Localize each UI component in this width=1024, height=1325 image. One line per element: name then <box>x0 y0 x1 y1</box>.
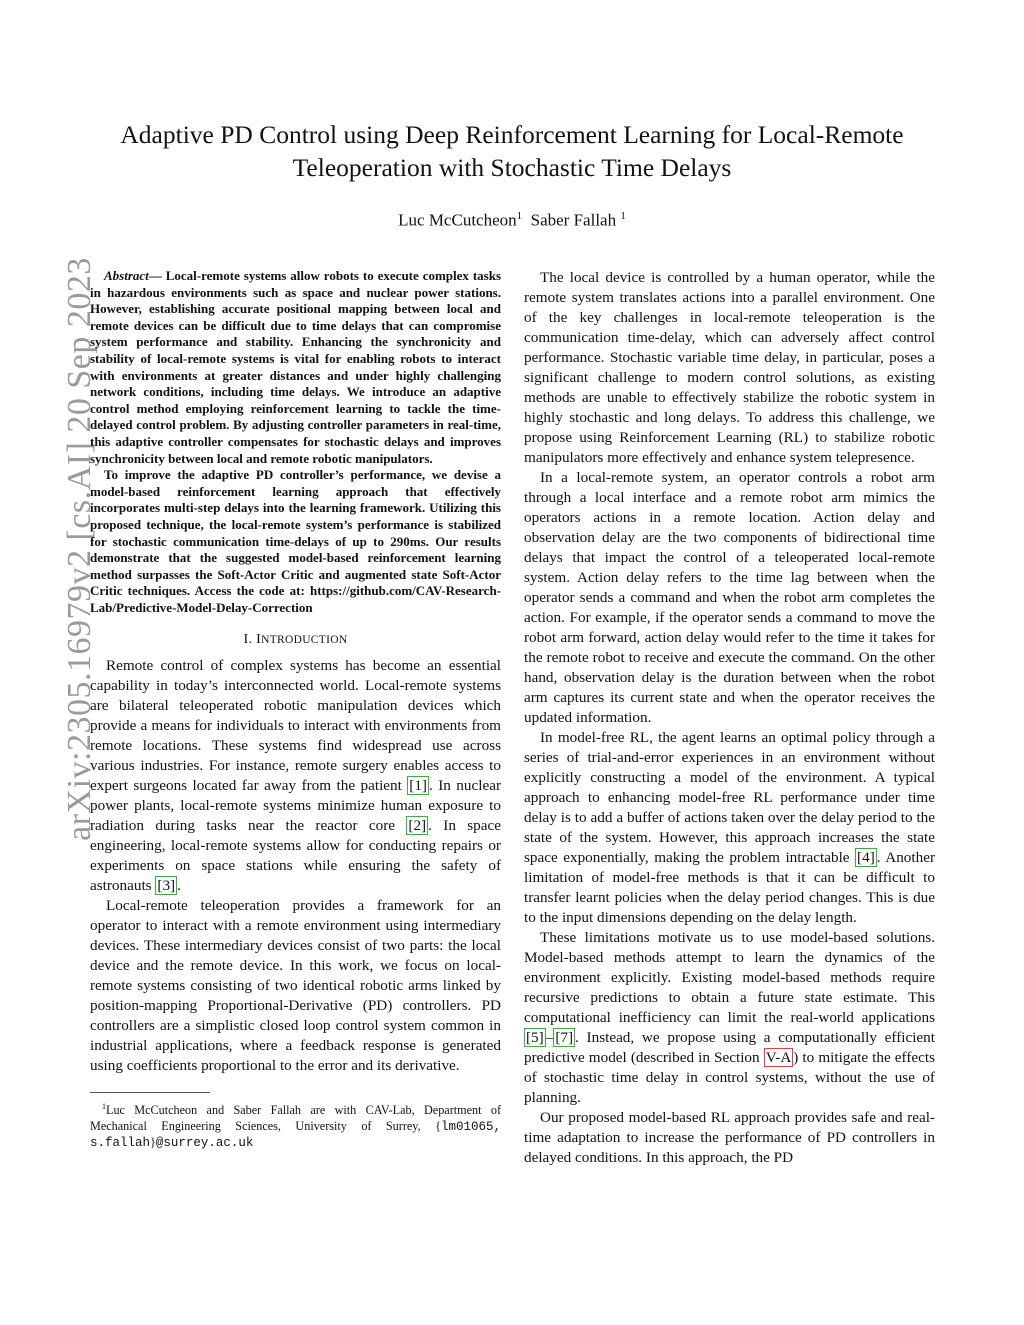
author-line <box>90 210 934 231</box>
abstract-paragraph-2: To improve the adaptive PD controller’s performance, we devise a model-based reinforcement learning approach that effectively incorporates multi-step delays into the learning framework. Utilizing this proposed technique, the local-remote system’s performance is stabilized for stochastic communication time-delays of up to 290ms. Our results demonstrate that the suggested model-based reinforcement learning method surpasses the Soft-Actor Critic and augmented state Soft-Actor Critic techniques. Access the code at: https://github.com/CAV-Research-Lab/Predictive-Model-Delay-Correction <box>90 467 501 615</box>
paper-title: Adaptive PD Control using Deep Reinforcement Learning for Local-Remote Teleoperation with Stochastic Time Delays <box>120 120 904 182</box>
email-domain: @surrey.ac.uk <box>155 1135 254 1150</box>
author-affiliation-mark: 1 <box>516 210 523 222</box>
body-paragraph: In model-free RL, the agent learns an optimal policy through a series of trial-and-error experiences in an environment without explicitly constructing a model of the environment. A typical approach to enhancing model-free RL performance under time delay is to add a buffer of actions taken over the delay period to the state of the system. However, this approach increases the state space exponentially, making the problem intractable [4] . Another limitation of model-free methods is that it can be difficult to transfer learnt policies when the delay period changes. This is due to the input dimensions depending on the delay length. <box>524 729 935 926</box>
author-name: Luc McCutcheon <box>398 210 517 230</box>
section-reference-link[interactable]: V-A <box>765 1049 792 1066</box>
body-paragraph: In a local-remote system, an operator controls a robot arm through a local interface and a remote robot arm mimics the operators actions in a remote location. Action delay and observation delay are the two components of bidirectional time delays that impact the control of a teleoperated local-remote system. Action delay refers to the time lag between when the operator sends a command and when the robot arm completes the action. For example, if the operator sends a command to move the robot arm forward, action delay would refer to the time it takes for the remote robot to receive and execute the command. On the other hand, observation delay is the duration between when the robot arm captures its current state and when the operator receives the updated information. <box>524 469 935 726</box>
author-affiliation-mark: 1 <box>620 210 626 222</box>
email-local-part: s.fallah <box>90 1135 151 1150</box>
right-column <box>524 268 935 1168</box>
arxiv-side-stamp <box>20 150 98 950</box>
body-paragraph: These limitations motivate us to use model-based solutions. Model-based methods attempt to learn the dynamics of the environment explicitly. Existing model-based methods require recursive predictions to obtain a future state estimate. This computational inefficiency can limit the real-world applications [5] – [7] . Instead, we propose using a computationally efficient predictive model (described in Section V-A ) to mitigate the effects of stochastic time delay in control systems, without the use of planning. <box>524 929 935 1106</box>
intro-paragraph-2: Local-remote teleoperation provides a framework for an operator to interact with a remote environment using intermediary devices. These intermediary devices consist of two parts: the local device and the remote device. In this work, we focus on local-remote systems consisting of two identical robotic arms linked by position-mapping Proportional-Derivative (PD) controllers. PD controllers are a simplistic closed loop control system common in industrial applications, where a feedback response is generated using coefficients proportional to the error and its derivative. <box>90 897 501 1075</box>
email-local-part: lm01065 <box>440 1119 494 1134</box>
abstract: Abstract— Local-remote systems allow robots to execute complex tasks in hazardous environments such as space and nuclear power stations. However, establishing accurate positional mapping between local and remote devices can be difficult due to time delays that can compromise system performance and stability. Enhancing the synchronicity and stability of local-remote systems is vital for enabling robots to interact with environments at greater distances and under highly challenging network conditions, including time delays. We introduce an adaptive control method employing reinforcement learning to tackle the time-delayed control problem. By adjusting controller parameters in real-time, this adaptive controller compensates for stochastic delays and improves synchronicity between local and remote robotic manipulators. To improve the adaptive PD controller’s performance, we devise a model-based reinforcement learning approach that effectively incorporates multi-step delays into the learning framework. Utilizing this proposed technique, the local-remote system’s performance is stabilized for stochastic communication time-delays of up to 290ms. Our results demonstrate that the suggested model-based reinforcement learning method surpasses the Soft-Actor Critic and augmented state Soft-Actor Critic techniques. Access the code at: https://github.com/CAV-Research-Lab/Predictive-Model-Delay-Correction <box>90 268 502 615</box>
intro-paragraph-1: Remote control of complex systems has become an essential capability in today’s interconnected world. Local-remote systems are bilateral teleoperated robotic manipulation devices which provide a means for individuals to interact with environments from remote locations. These systems find widespread use across various industries. For instance, remote surgery enables access to expert surgeons located far away from the patient [1] . In nuclear power plants, local-remote systems minimize human exposure to radiation during tasks near the reactor core [2] . In space engineering, local-remote systems allow for conducting repairs or experiments on space stations while ensuring the safety of astronauts [3] . <box>90 657 501 895</box>
author-name: Saber Fallah <box>530 210 617 230</box>
citation-link[interactable]: [3] <box>157 877 176 895</box>
body-paragraph: The local device is controlled by a human operator, while the remote system translates actions into a parallel environment. One of the key challenges in local-remote teleoperation is the communication time-delay, which can adversely affect control performance. Stochastic variable time delay, in particular, poses a significant challenge to modern control solutions, as existing methods are unable to effectively stabilize the robotic system in highly stochastic and long delays. To address this challenge, we propose using Reinforcement Learning (RL) to stabilize robotic manipulators more effectively and enhance system telepresence. <box>524 269 935 466</box>
citation-link[interactable]: [7] <box>555 1029 574 1046</box>
citation-link[interactable]: [1] <box>409 777 427 795</box>
section-heading-introduction: I. INTRODUCTION <box>243 632 348 648</box>
abstract-label: Abstract <box>104 268 149 283</box>
footnote: $^1$Luc McCutcheon and Saber Fallah are with CAV-Lab, Department of Mechanical Engineering Sciences, University of Surrey, {lm01065, s.fallah}@surrey.ac.uk <box>90 1102 501 1150</box>
body-paragraph: Our proposed model-based RL approach provides safe and real-time adaptation to increase the performance of PD controllers in delayed conditions. In this approach, the PD <box>524 1109 935 1166</box>
citation-link[interactable]: [4] <box>857 849 875 866</box>
abstract-paragraph-1: Local-remote systems allow robots to execute complex tasks in hazardous environments such as space and nuclear power stations. However, establishing accurate positional mapping between local and remote devices can be difficult due to time delays that can compromise system performance and stability. Enhancing the synchronicity and stability of local-remote systems is vital for enabling robots to interact with environments at greater distances and under highly challenging network conditions, including time delays. We introduce an adaptive control method employing reinforcement learning to tackle the time-delayed control problem. By adjusting controller parameters in real-time, this adaptive controller compensates for stochastic delays and improves synchronicity between local and remote robotic manipulators. <box>90 268 502 466</box>
left-column <box>90 268 501 1151</box>
citation-link[interactable]: [5] <box>526 1029 544 1046</box>
arxiv-identifier: arXiv:2305.16979v2 [cs.AI] 20 Sep 2023 <box>61 257 98 841</box>
footnote-divider <box>90 1092 210 1093</box>
citation-link[interactable]: [2] <box>408 817 427 835</box>
